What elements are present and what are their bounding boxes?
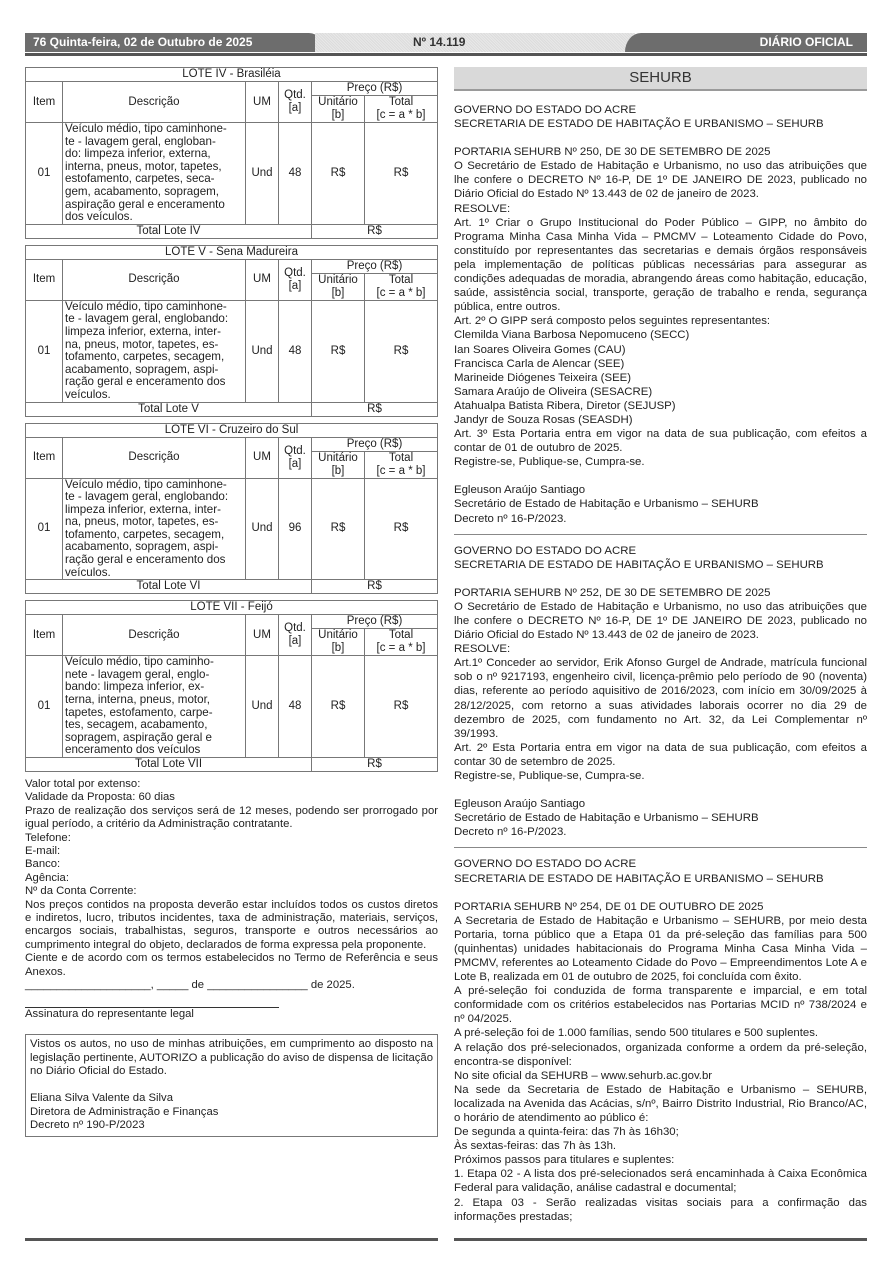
cell-descricao (63, 656, 246, 758)
description-line: tofamento, carpetes, secagem, (65, 350, 225, 364)
cell-total: R$ (365, 123, 438, 225)
signer-name: Egleuson Araújo Santiago (454, 798, 586, 811)
total-lote-value: R$ (312, 224, 438, 238)
col-header-total: Total [c = a * b] (365, 96, 438, 123)
cell-total: R$ (365, 300, 438, 402)
description-line: estofamento, carpetes, seca- (65, 172, 215, 186)
validade-proposta: Validade da Proposta: 60 dias (25, 791, 175, 804)
description-line: limpeza inferior, externa, inter- (65, 324, 221, 338)
cell-total: R$ (365, 656, 438, 758)
cell-um: Und (246, 300, 279, 402)
col-header-um: UM (246, 437, 279, 478)
cell-descricao (63, 123, 246, 225)
portaria-secretaria: SECRETARIA DE ESTADO DE HABITAÇÃO E URBANISMO – SEHURB (454, 872, 824, 885)
description-line: te - lavagem geral, englobando: (65, 312, 229, 326)
col-header-unitario: Unitário [b] (312, 629, 365, 656)
right-column (454, 67, 867, 1224)
portaria-paragraph: Marineide Diógenes Teixeira (SEE) (454, 371, 632, 384)
footer-divider-right (454, 1238, 867, 1241)
portaria-paragraph: Atahualpa Batista Ribera, Diretor (SEJUSP) (454, 399, 676, 412)
description-line: enceramento dos veículos (65, 743, 201, 757)
section-header (454, 67, 867, 91)
header-date-tab (25, 33, 325, 52)
description-line: Veículo médio, tipo caminhone- (65, 299, 227, 313)
description-line: bando: limpeza inferior, ex- (65, 680, 205, 694)
description-line: Veículo médio, tipo caminhone- (65, 477, 227, 491)
portaria-paragraph: Art.1º Conceder ao servidor, Erik Afonso Gurgel de Andrade, matrícula funcional sob o nº 9217193, engenheiro civil, licença-prêmio pelo período de 90 (noventa) dias, referente ao período aquisitivo de 2016/2023, com início em 30/09/2025 à 28/12/2025, com retorno a suas atividades laborais ocorrer no dia 29 de dezembro de 2025, com fundamento no Art. 32, da Lei Complementar nº 39/1993. (454, 657, 867, 740)
total-lote-value: R$ (312, 580, 438, 594)
footer-divider-left (25, 1238, 438, 1241)
left-column (25, 67, 438, 1137)
table-row (26, 656, 438, 758)
cell-item: 01 (26, 478, 63, 580)
authorization-decree: Decreto nº 190-P/2023 (30, 1119, 145, 1132)
lote-table (25, 245, 438, 417)
description-line: tes, secagem, acabamento, (65, 718, 208, 732)
header-page-date: 76 Quinta-feira, 02 de Outubro de 2025 (33, 35, 253, 49)
cell-qtd: 48 (279, 123, 312, 225)
lote-title: LOTE V - Sena Madureira (26, 245, 438, 259)
portaria-paragraph: Registre-se, Publique-se, Cumpra-se. (454, 456, 645, 469)
description-line: gem, acabamento, sopragem, (65, 184, 220, 198)
portaria-gov: GOVERNO DO ESTADO DO ACRE (454, 544, 637, 557)
banco-label: Banco: (25, 858, 61, 871)
col-header-qtd: Qtd. [a] (279, 259, 312, 300)
cell-unitario: R$ (312, 123, 365, 225)
portaria-gov: GOVERNO DO ESTADO DO ACRE (454, 104, 637, 116)
portaria-paragraph: A pré-seleção foi conduzida de forma transparente e imparcial, e em total conformidade com os critérios estabelecidos nas Portarias MCID nº 738/2024 e nº 04/2025. (454, 985, 867, 1026)
cell-item: 01 (26, 300, 63, 402)
portaria-paragraph: Samara Araújo de Oliveira (SESACRE) (454, 385, 653, 398)
page-header (25, 33, 867, 52)
lote-tables (25, 67, 438, 772)
portaria-title: PORTARIA SEHURB Nº 254, DE 01 DE OUTUBRO DE 2025 (454, 900, 764, 913)
portaria-paragraph: A Secretaria de Estado de Habitação e Urbanismo – SEHURB, por meio desta Portaria, torna público que a Etapa 01 da pré-seleção das famílias para 500 (quinhentas) unidades habitacionais do Programa Minha Casa Minha Vida – PMCMV, referentes ao Loteamento Cidade do Povo – Empreendimentos Lote A e Lote B, realizada em 01 de outubro de 2025, foi concluída com êxito. (454, 914, 867, 984)
description-line: tapetes, estofamento, carpe- (65, 705, 213, 719)
col-header-preco: Preço (R$) (312, 259, 438, 273)
total-lote-value: R$ (312, 758, 438, 772)
portaria-paragraph: Registre-se, Publique-se, Cumpra-se. (454, 770, 645, 783)
table-row (26, 123, 438, 225)
lote-title: LOTE IV - Brasiléia (26, 68, 438, 82)
signer-role: Secretário de Estado de Habitação e Urbanismo – SEHURB (454, 498, 759, 511)
lote-table (25, 67, 438, 239)
description-line: te - lavagem geral, engloban- (65, 134, 216, 148)
col-header-item: Item (26, 259, 63, 300)
col-header-unitario: Unitário [b] (312, 273, 365, 300)
portaria-paragraph: Ian Soares Oliveira Gomes (CAU) (454, 343, 626, 356)
portaria-secretaria: SECRETARIA DE ESTADO DE HABITAÇÃO E URBANISMO – SEHURB (454, 558, 824, 571)
portaria-paragraph: Próximos passos para titulares e suplentes: (454, 1154, 675, 1167)
authorization-box (25, 1034, 438, 1137)
description-line: nete - lavagem geral, englo- (65, 667, 210, 681)
col-header-unitario: Unitário [b] (312, 451, 365, 478)
description-line: dos veículos. (65, 210, 133, 224)
lote-title: LOTE VII - Feijó (26, 601, 438, 615)
signer-name: Egleuson Araújo Santiago (454, 484, 586, 497)
description-line: limpeza inferior, externa, inter- (65, 502, 221, 516)
description-line: sopragem, aspiração geral e (65, 730, 212, 744)
authorization-signer-role: Diretora de Administração e Finanças (30, 1105, 219, 1118)
col-header-um: UM (246, 82, 279, 123)
authorization-text: Vistos os autos, no uso de minhas atribuições, em cumprimento ao disposto na legislação pertinente, AUTORIZO a publicação do aviso de dispensa de licitação no Diário Oficial do Estado. (30, 1037, 433, 1078)
portaria-paragraph: Art. 1º Criar o Grupo Institucional do Poder Público – GIPP, no âmbito do Programa Minha Casa Minha Vida – PMCMV – Loteamento Cidade do Povo, constituído por representantes das secretarias e demais órgãos responsáveis pela implementação de políticas públicas necessárias para assegurar as condições adequadas de moradia, abrangendo áreas como habitação, educação, saúde, assistência social, transporte, geração de trabalho e renda, segurança pública, entre outros. (454, 216, 867, 314)
portaria-secretaria: SECRETARIA DE ESTADO DE HABITAÇÃO E URBANISMO – SEHURB (454, 118, 824, 131)
header-issue-band (315, 33, 635, 52)
conta-label: Nº da Conta Corrente: (25, 885, 137, 898)
portaria (454, 544, 867, 849)
total-row (26, 224, 438, 238)
portaria-paragraph: De segunda a quinta-feira: das 7h às 16h30; (454, 1126, 679, 1139)
table-row (26, 300, 438, 402)
header-publication-name: DIÁRIO OFICIAL (759, 35, 853, 49)
header-issue-number: Nº 14.119 (413, 35, 466, 49)
description-line: ração geral e enceramento dos (65, 553, 226, 567)
lote-table (25, 423, 438, 595)
portaria-paragraph: A pré-seleção foi de 1.000 famílias, sendo 500 titulares e 500 suplentes. (454, 1027, 819, 1040)
description-line: aspiração geral e enceramento (65, 197, 225, 211)
col-header-unitario: Unitário [b] (312, 96, 365, 123)
total-lote-label: Total Lote IV (26, 224, 312, 238)
cell-item: 01 (26, 123, 63, 225)
col-header-item: Item (26, 615, 63, 656)
lote-table (25, 600, 438, 772)
description-line: te - lavagem geral, englobando: (65, 490, 229, 504)
signer-role: Secretário de Estado de Habitação e Urbanismo – SEHURB (454, 812, 759, 825)
portaria-paragraph: O Secretário de Estado de Habitação e Urbanismo, no uso das atribuições que lhe confere o DECRETO Nº 16-P, DE 1º DE JANEIRO DE 2023, publicado no Diário Oficial do Estado Nº 13.443 de 02 de janeiro de 2023. (454, 160, 867, 201)
col-header-descricao: Descrição (63, 82, 246, 123)
cell-descricao (63, 478, 246, 580)
portaria-title: PORTARIA SEHURB Nº 250, DE 30 DE SETEMBRO DE 2025 (454, 146, 771, 159)
portaria-paragraph: A relação dos pré-selecionados, organizada conforme a ordem da pré-seleção, encontra-se disponível: (454, 1041, 867, 1068)
date-blank-line: ____________________, _____ de ________________ de 2025. (25, 979, 355, 992)
col-header-item: Item (26, 437, 63, 478)
telefone-label: Telefone: (25, 831, 71, 844)
cell-descricao (63, 300, 246, 402)
proposal-block (25, 778, 438, 1021)
description-line: acabamento, sopragem, aspi- (65, 540, 219, 554)
portaria-paragraph: Jandyr de Souza Rosas (SEASDH) (454, 413, 633, 426)
portaria-paragraph: 2. Etapa 03 - Serão realizadas visitas sociais para a confirmação das informações prestadas; (454, 1196, 867, 1223)
cell-unitario: R$ (312, 656, 365, 758)
lote-title: LOTE VI - Cruzeiro do Sul (26, 423, 438, 437)
total-lote-label: Total Lote VI (26, 580, 312, 594)
col-header-qtd: Qtd. [a] (279, 437, 312, 478)
signer-decree: Decreto nº 16-P/2023. (454, 826, 567, 839)
portaria-paragraph: O Secretário de Estado de Habitação e Urbanismo, no uso das atribuições que lhe confere o DECRETO Nº 16-P, DE 1º DE JANEIRO DE 2023, publicado no Diário Oficial do Estado Nº 13.443 de 02 de janeiro de 2023. (454, 600, 867, 642)
cell-total: R$ (365, 478, 438, 580)
portaria-divider (454, 847, 867, 848)
col-header-item: Item (26, 82, 63, 123)
portaria-paragraph: 1. Etapa 02 - A lista dos pré-selecionados será encaminhada à Caixa Econômica Federal para validação, análise cadastral e documental; (454, 1168, 867, 1195)
col-header-descricao: Descrição (63, 615, 246, 656)
description-line: veículos. (65, 565, 111, 579)
table-row (26, 478, 438, 580)
col-header-um: UM (246, 259, 279, 300)
cell-qtd: 96 (279, 478, 312, 580)
cell-unitario: R$ (312, 478, 365, 580)
description-line: do: limpeza inferior, externa, (65, 147, 211, 161)
portaria-gov: GOVERNO DO ESTADO DO ACRE (454, 858, 637, 871)
total-row (26, 580, 438, 594)
description-line: terna, interna, pneus, motor, (65, 693, 211, 707)
portaria-paragraph: Art. 2º O GIPP será composto pelos seguintes representantes: (454, 315, 771, 328)
portaria-paragraph: No site oficial da SEHURB – www.sehurb.ac.gov.br (454, 1069, 713, 1082)
portaria-paragraph: Art. 3º Esta Portaria entra em vigor na data de sua publicação, com efeitos a contar de 01 de outubro de 2025. (454, 428, 867, 455)
col-header-preco: Preço (R$) (312, 82, 438, 96)
cell-um: Und (246, 478, 279, 580)
cell-qtd: 48 (279, 656, 312, 758)
description-line: interna, pneus, motor, tapetes, (65, 159, 222, 173)
valor-extenso: Valor total por extenso: (25, 778, 141, 790)
portaria (454, 103, 867, 535)
portaria-paragraph: Clemilda Viana Barbosa Nepomuceno (SECC) (454, 329, 690, 342)
portaria-paragraph: Francisca Carla de Alencar (SEE) (454, 357, 625, 370)
col-header-total: Total [c = a * b] (365, 273, 438, 300)
description-line: acabamento, sopragem, aspi- (65, 362, 219, 376)
section-title: SEHURB (629, 69, 692, 86)
prazo-servicos: Prazo de realização dos serviços será de 12 meses, podendo ser prorrogado por igual período, a critério da Administração contratante. (25, 804, 438, 831)
cell-qtd: 48 (279, 300, 312, 402)
cell-item: 01 (26, 656, 63, 758)
cell-um: Und (246, 656, 279, 758)
description-line: veículos. (65, 387, 111, 401)
ciente-text: Ciente e de acordo com os termos estabelecidos no Termo de Referência e seus Anexos. (25, 952, 438, 978)
portaria-paragraph: Às sextas-feiras: das 7h às 13h. (454, 1140, 617, 1153)
total-lote-label: Total Lote V (26, 402, 312, 416)
signer-decree: Decreto nº 16-P/2023. (454, 512, 567, 525)
portaria-paragraph: RESOLVE: (454, 643, 511, 656)
total-lote-label: Total Lote VII (26, 758, 312, 772)
description-line: na, pneus, motor, tapetes, es- (65, 515, 219, 529)
col-header-descricao: Descrição (63, 437, 246, 478)
signature-label: Assinatura do representante legal (25, 1007, 194, 1020)
portaria-paragraph: RESOLVE: (454, 202, 511, 215)
header-divider (25, 53, 867, 56)
portaria-title: PORTARIA SEHURB Nº 252, DE 30 DE SETEMBRO DE 2025 (454, 586, 771, 599)
description-line: Veículo médio, tipo caminhone- (65, 122, 227, 135)
portaria-paragraph: Art. 2º Esta Portaria entra em vigor na data de sua publicação, com efeitos a contar 30 de setembro de 2025. (454, 741, 867, 768)
portaria-divider (454, 534, 867, 535)
portaria (454, 857, 867, 1223)
total-row (26, 758, 438, 772)
agencia-label: Agência: (25, 871, 69, 884)
col-header-total: Total [c = a * b] (365, 451, 438, 478)
col-header-um: UM (246, 615, 279, 656)
description-line: na, pneus, motor, tapetes, es- (65, 337, 219, 351)
col-header-qtd: Qtd. [a] (279, 82, 312, 123)
portarias (454, 103, 867, 1224)
authorization-signer-name: Eliana Silva Valente da Silva (30, 1092, 173, 1105)
cell-um: Und (246, 123, 279, 225)
col-header-qtd: Qtd. [a] (279, 615, 312, 656)
description-line: tofamento, carpetes, secagem, (65, 527, 225, 541)
col-header-total: Total [c = a * b] (365, 629, 438, 656)
cell-unitario: R$ (312, 300, 365, 402)
col-header-descricao: Descrição (63, 259, 246, 300)
total-lote-value: R$ (312, 402, 438, 416)
col-header-preco: Preço (R$) (312, 615, 438, 629)
header-publication-tab (625, 33, 867, 52)
total-row (26, 402, 438, 416)
description-line: ração geral e enceramento dos (65, 375, 226, 389)
description-line: Veículo médio, tipo caminho- (65, 655, 214, 669)
precos-text: Nos preços contidos na proposta deverão estar incluídos todos os custos diretos e indiretos, lucro, tributos incidentes, taxa de administração, materiais, serviços, encargos sociais, trabalhistas, seguros, transporte e outros necessários ao cumprimento integral do objeto, declarados de forma expressa pela proponente. (25, 898, 438, 951)
email-label: E-mail: (25, 845, 61, 858)
col-header-preco: Preço (R$) (312, 437, 438, 451)
portaria-paragraph: Na sede da Secretaria de Estado de Habitação e Urbanismo – SEHURB, localizada na Avenida das Acácias, s/nº, Bairro Distrito Industrial, Rio Branco/AC, o horário de atendimento ao público é: (454, 1083, 867, 1124)
